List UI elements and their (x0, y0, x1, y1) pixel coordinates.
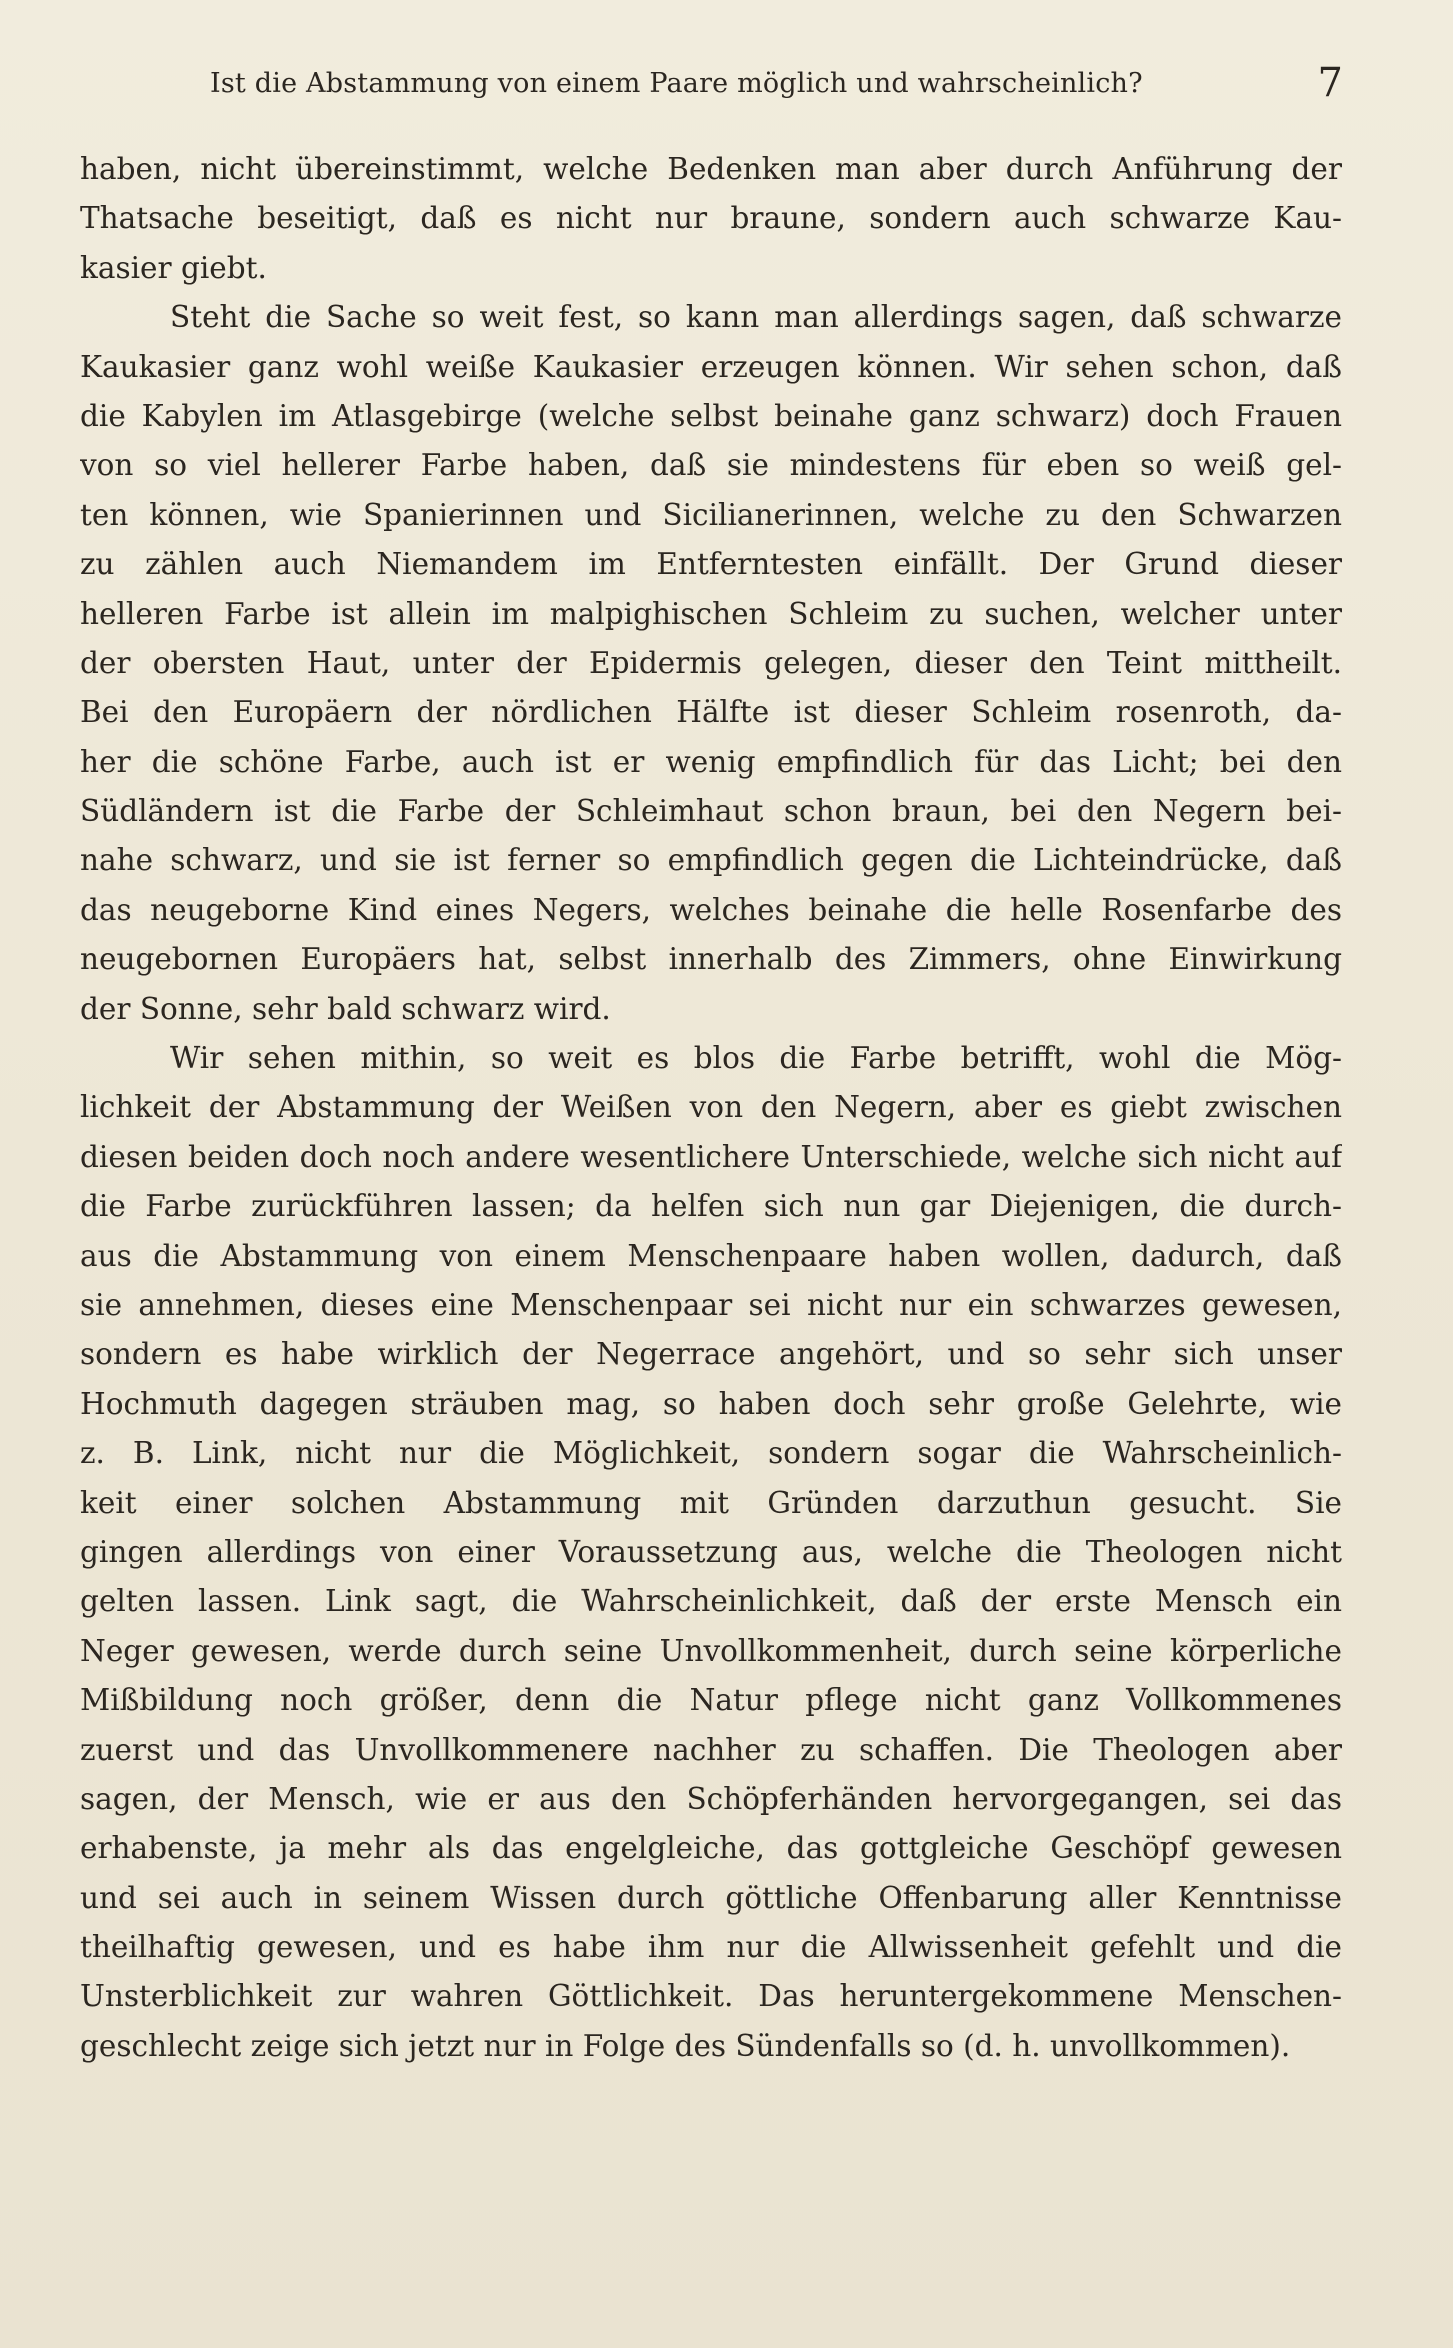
text-line: geschlecht zeige sich jetzt nur in Folge des Sündenfalls so (d. h. unvollkommen). (80, 2028, 1291, 2063)
text-line: sie annehmen, dieses eine Menschenpaar sei nicht nur ein schwarzes gewesen, (80, 1287, 1342, 1322)
body-text (80, 145, 1342, 2071)
text-line: das neugeborne Kind eines Negers, welches beinahe die helle Rosenfarbe des (80, 892, 1342, 927)
text-line: sagen, der Mensch, wie er aus den Schöpferhänden hervorgegangen, sei das (80, 1781, 1342, 1816)
text-line: nahe schwarz, und sie ist ferner so empfindlich gegen die Lichteindrücke, daß (80, 843, 1342, 878)
text-line: Wir sehen mithin, so weit es blos die Farbe betrifft, wohl die Mög- (170, 1041, 1342, 1076)
text-line: theilhaftig gewesen, und es habe ihm nur die Allwissenheit gefehlt und die (80, 1930, 1342, 1965)
text-line: der Sonne, sehr bald schwarz wird. (80, 991, 611, 1026)
text-line: Südländern ist die Farbe der Schleimhaut schon braun, bei den Negern bei- (80, 794, 1342, 829)
text-line: zu zählen auch Niemandem im Entferntesten einfällt. Der Grund dieser (80, 547, 1342, 582)
text-line: lichkeit der Abstammung der Weißen von den Negern, aber es giebt zwischen (80, 1090, 1342, 1125)
text-line: her die schöne Farbe, auch ist er wenig empfindlich für das Licht; bei den (80, 744, 1342, 779)
text-line: erhabenste, ja mehr als das engelgleiche, das gottgleiche Geschöpf gewesen (80, 1831, 1342, 1866)
text-line: sondern es habe wirklich der Negerrace angehört, und so sehr sich unser (80, 1337, 1342, 1372)
text-line: gelten lassen. Link sagt, die Wahrscheinlichkeit, daß der erste Mensch ein (80, 1584, 1342, 1619)
text-line: die Kabylen im Atlasgebirge (welche selbst beinahe ganz schwarz) doch Frauen (80, 398, 1342, 433)
text-line: z. B. Link, nicht nur die Möglichkeit, sondern sogar die Wahrscheinlich- (80, 1436, 1342, 1471)
text-line: aus die Abstammung von einem Menschenpaare haben wollen, dadurch, daß (80, 1238, 1342, 1273)
text-line: Mißbildung noch größer, denn die Natur pflege nicht ganz Vollkommenes (80, 1683, 1342, 1718)
text-line: und sei auch in seinem Wissen durch göttliche Offenbarung aller Kenntnisse (80, 1880, 1342, 1915)
text-line: neugebornen Europäers hat, selbst innerhalb des Zimmers, ohne Einwirkung (80, 942, 1342, 977)
text-line: der obersten Haut, unter der Epidermis gelegen, dieser den Teint mittheilt. (80, 645, 1342, 680)
text-line: von so viel hellerer Farbe haben, daß sie mindestens für eben so weiß gel- (80, 448, 1342, 483)
text-line: diesen beiden doch noch andere wesentlichere Unterschiede, welche sich nicht auf (80, 1139, 1342, 1174)
text-line: Kaukasier ganz wohl weiße Kaukasier erzeugen können. Wir sehen schon, daß (80, 349, 1342, 384)
text-line: Steht die Sache so weit fest, so kann man allerdings sagen, daß schwarze (170, 300, 1342, 335)
page-number: 7 (1317, 60, 1343, 106)
text-line: Neger gewesen, werde durch seine Unvollkommenheit, durch seine körperliche (80, 1633, 1342, 1668)
text-line: Hochmuth dagegen sträuben mag, so haben doch sehr große Gelehrte, wie (80, 1386, 1342, 1421)
running-title: Ist die Abstammung von einem Paare möglich und wahrscheinlich? (210, 68, 1143, 99)
text-line: zuerst und das Unvollkommenere nachher zu schaffen. Die Theologen aber (80, 1732, 1342, 1767)
text-line: keit einer solchen Abstammung mit Gründen darzuthun gesucht. Sie (80, 1485, 1342, 1520)
text-line: Thatsache beseitigt, daß es nicht nur braune, sondern auch schwarze Kau- (80, 201, 1342, 236)
page-header (190, 60, 1343, 110)
text-line: ten können, wie Spanierinnen und Sicilianerinnen, welche zu den Schwarzen (80, 497, 1342, 532)
text-line: Bei den Europäern der nördlichen Hälfte ist dieser Schleim rosenroth, da- (80, 695, 1342, 730)
text-line: helleren Farbe ist allein im malpighischen Schleim zu suchen, welcher unter (80, 596, 1342, 631)
text-line: Unsterblichkeit zur wahren Göttlichkeit. Das heruntergekommene Menschen- (80, 1979, 1342, 2014)
text-line: kasier giebt. (80, 250, 267, 285)
text-line: gingen allerdings von einer Voraussetzung aus, welche die Theologen nicht (80, 1534, 1342, 1569)
text-line: die Farbe zurückführen lassen; da helfen sich nun gar Diejenigen, die durch- (80, 1189, 1342, 1224)
text-line: haben, nicht übereinstimmt, welche Bedenken man aber durch Anführung der (80, 152, 1342, 186)
